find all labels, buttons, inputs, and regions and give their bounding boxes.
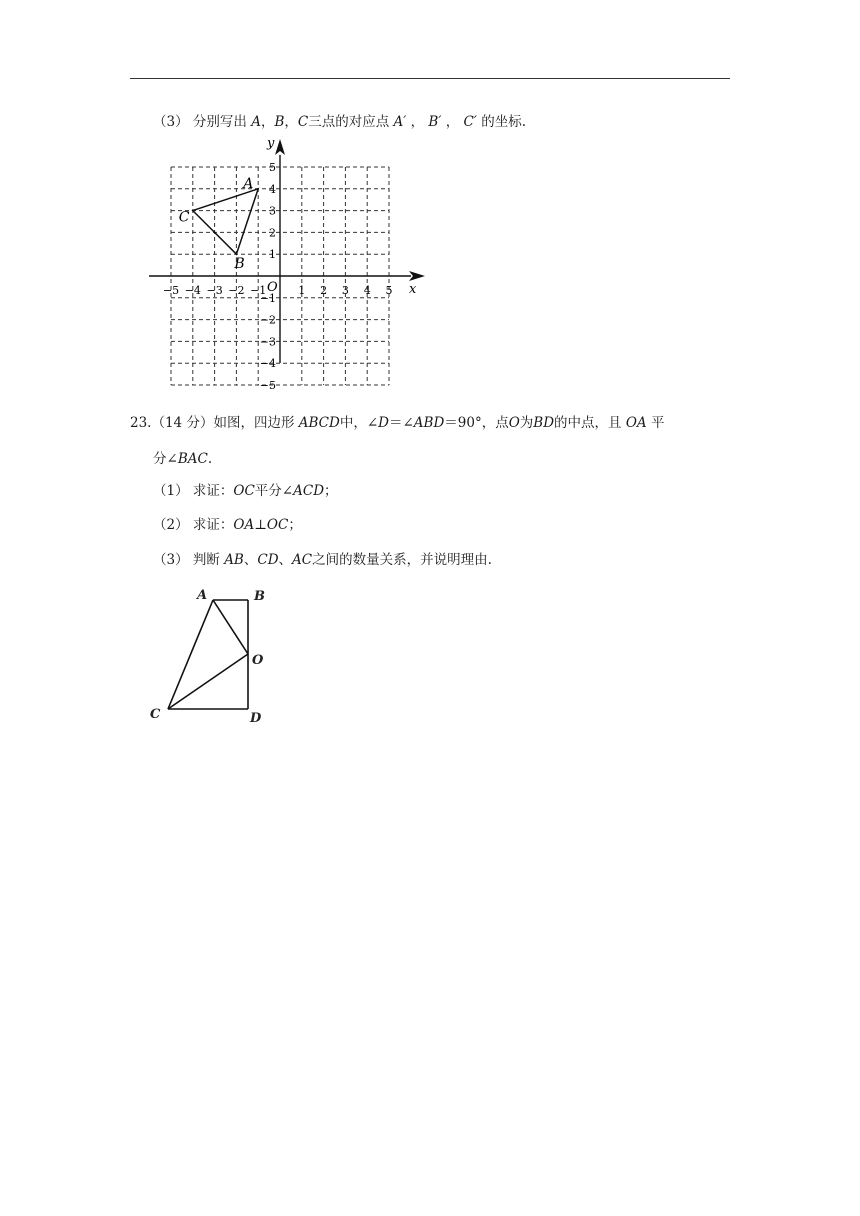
segment-OC: OC xyxy=(266,517,289,533)
segment-BD: BD xyxy=(533,415,555,431)
x-tick-label: 5 xyxy=(385,284,393,297)
y-tick-label: 5 xyxy=(269,161,276,174)
origin-label: O xyxy=(267,280,278,295)
text: 求证： xyxy=(192,483,234,499)
q23-part1 xyxy=(153,482,338,500)
perpendicular-symbol: ⊥ xyxy=(254,517,267,533)
y-tick-label: −3 xyxy=(259,335,276,349)
x-tick-label: −2 xyxy=(228,284,245,297)
angle-ABD: ABD xyxy=(413,415,445,431)
q23-line2 xyxy=(153,450,212,468)
y-axis-arrow xyxy=(275,139,285,155)
text: 的坐标. xyxy=(481,114,527,130)
quad-name: ABCD xyxy=(298,415,340,431)
point-A: A xyxy=(251,114,261,130)
text: 求证： xyxy=(192,517,234,533)
y-tick-label: 4 xyxy=(269,182,276,196)
text: 中，∠ xyxy=(339,415,379,431)
segment-CD: CD xyxy=(257,552,279,568)
y-tick-label: −4 xyxy=(259,357,276,371)
part-number: （3） xyxy=(153,552,189,568)
text: 平 xyxy=(650,415,665,431)
x-tick-label: 4 xyxy=(363,284,371,297)
x-tick-label: 3 xyxy=(341,284,349,297)
angle-D: D xyxy=(378,415,389,431)
point-C-prime: C′ xyxy=(463,114,477,130)
q23-part3 xyxy=(153,551,492,569)
label-B: B xyxy=(254,589,265,604)
text: 平分∠ xyxy=(254,483,294,499)
text: 之间的数量关系，并说明理由. xyxy=(312,552,492,568)
coordinate-grid-figure xyxy=(0,0,860,420)
label-C: C xyxy=(150,707,161,722)
x-tick-label: 1 xyxy=(298,284,306,297)
text: 三点的对应点 xyxy=(308,114,390,130)
label-C: C xyxy=(178,209,190,226)
y-axis-label: y xyxy=(267,136,275,151)
text: 分别写出 xyxy=(192,114,247,130)
x-tick-label: −1 xyxy=(250,284,267,297)
part-number: （1） xyxy=(153,483,189,499)
x-tick-label: −5 xyxy=(162,284,180,297)
point-C: C xyxy=(297,114,309,130)
part-number: （3） xyxy=(153,114,189,130)
sep: 、 xyxy=(278,552,293,568)
text: 的中点，且 xyxy=(554,415,622,431)
segment-OA: OA xyxy=(625,415,647,431)
label-A: A xyxy=(243,175,254,192)
question-number: 23.（14 分）如图，四边形 xyxy=(130,415,295,431)
text: ； xyxy=(324,483,338,499)
segment-AO-line xyxy=(213,600,248,654)
point-B-prime: B′ xyxy=(428,114,442,130)
x-tick-label: 2 xyxy=(320,284,328,297)
text: . xyxy=(207,451,213,467)
sep: ， xyxy=(260,114,275,130)
label-O: O xyxy=(252,653,264,668)
label-B: B xyxy=(234,256,245,273)
sep: ， xyxy=(445,114,460,130)
segment-OC: OC xyxy=(233,483,255,499)
y-tick-label: 2 xyxy=(269,226,276,240)
label-D: D xyxy=(250,711,262,726)
sep: ， xyxy=(410,114,425,130)
label-A: A xyxy=(197,588,208,603)
y-tick-label: −5 xyxy=(259,379,276,392)
text: ； xyxy=(288,517,302,533)
text: 为 xyxy=(519,415,534,431)
q23-line1 xyxy=(130,414,664,432)
segment-AB: AB xyxy=(224,552,244,568)
x-axis-label: x xyxy=(409,282,417,297)
x-tick-label: −4 xyxy=(184,284,201,297)
sep: 、 xyxy=(243,552,258,568)
point-O: O xyxy=(508,415,520,431)
text: ＝90°，点 xyxy=(444,415,509,431)
text: 判断 xyxy=(192,552,220,568)
y-tick-label: 3 xyxy=(269,204,276,218)
y-tick-label: −2 xyxy=(259,313,276,327)
x-axis-arrow xyxy=(409,271,425,281)
y-tick-label: −1 xyxy=(259,291,276,305)
sep: ， xyxy=(284,114,298,130)
angle-BAC: BAC xyxy=(177,451,208,467)
part-number: （2） xyxy=(153,517,189,533)
point-B: B xyxy=(274,114,285,130)
quadrilateral-figure xyxy=(140,585,290,730)
angle-ACD: ACD xyxy=(293,483,325,499)
x-tick-label: −3 xyxy=(206,284,223,297)
q23-part2 xyxy=(153,516,302,534)
y-tick-label: 1 xyxy=(269,248,276,262)
triangle-ABC xyxy=(193,189,258,254)
segment-OA: OA xyxy=(233,517,255,533)
point-A-prime: A′ xyxy=(393,114,407,130)
text: ＝∠ xyxy=(388,415,414,431)
segment-AC: AC xyxy=(292,552,313,568)
text: 分∠ xyxy=(153,451,178,467)
